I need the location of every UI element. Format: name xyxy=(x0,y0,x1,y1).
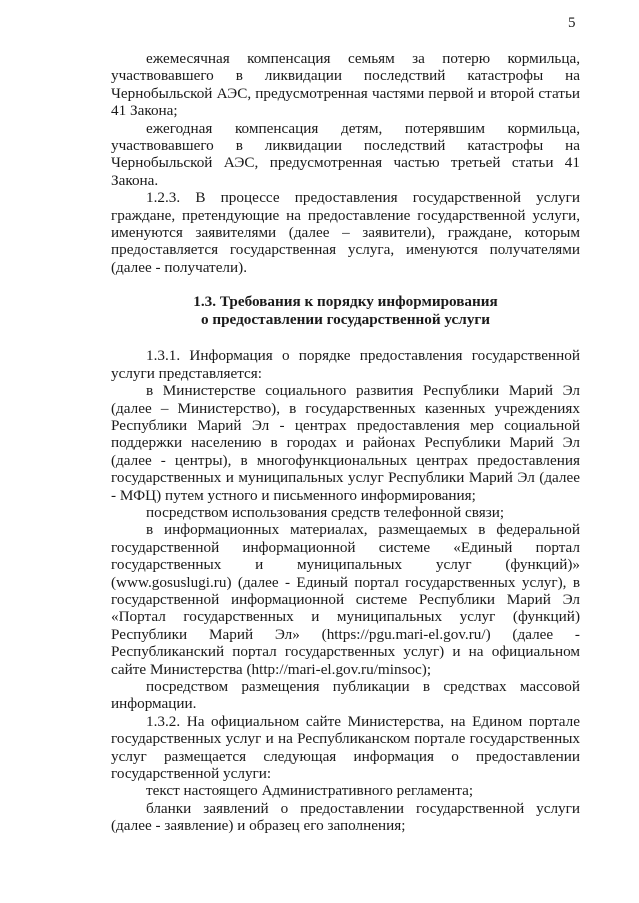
paragraph-mass-media: посредством размещения публикации в средствах массовой информации. xyxy=(111,678,580,713)
paragraph-1-3-1: 1.3.1. Информация о порядке предоставления государственной услуги представляется: xyxy=(111,347,580,382)
paragraph-annual-compensation: ежегодная компенсация детям, потерявшим кормильца, участвовавшего в ликвидации последствий катастрофы на Чернобыльской АЭС, предусмотренная частью третьей статьи 41 Закона. xyxy=(111,119,580,189)
paragraph-telephone: посредством использования средств телефонной связи; xyxy=(146,503,505,521)
section-heading xyxy=(111,293,580,329)
paragraph-info-materials: в информационных материалах, размещаемых в федеральной государственной информационной системе «Единый портал государственных и муниципальных услуг (функций)» (www.gosuslugi.ru) (далее - Единый портал государственных услуг), в государственной информационной системе Республики Марий Эл «Портал государственных и муниципальных услуг (функций) Республики Марий Эл» (https://pgu.mari-el.gov.ru/) (далее - Республиканский портал государственных услуг) и на официальном сайте Министерства (http://mari-el.gov.ru/minsoc); xyxy=(111,521,580,678)
section-heading-line1: 1.3. Требования к порядку информирования xyxy=(193,293,498,311)
page-number: 5 xyxy=(568,15,576,31)
paragraph-regulation-text: текст настоящего Административного регламента; xyxy=(146,782,474,800)
paragraph-ministry-info: в Министерстве социального развития Республики Марий Эл (далее – Министерство), в государственных казенных учреждениях Республики Марий Эл - центрах предоставления мер социальной поддержки населению в городах и районах Республики Марий Эл (далее - центры), в многофункциональных центрах предоставления государственных и муниципальных услуг Республики Марий Эл (далее - МФЦ) путем устного и письменного информирования; xyxy=(111,382,580,504)
paragraph-1-2-3: 1.2.3. В процессе предоставления государственной услуги граждане, претендующие на предоставление государственной услуги, именуются заявителями (далее – заявители), граждане, которым предоставляется государственная услуга, именуются получателями (далее - получатели). xyxy=(111,189,580,276)
paragraph-application-forms: бланки заявлений о предоставлении государственной услуги (далее - заявление) и образец его заполнения; xyxy=(111,799,580,835)
paragraph-1-3-2: 1.3.2. На официальном сайте Министерства, на Едином портале государственных услуг и на Республиканском портале государственных услуг размещается следующая информация о предоставлении государственной услуги: xyxy=(111,712,580,783)
document-body xyxy=(111,50,580,835)
paragraph-monthly-compensation: ежемесячная компенсация семьям за потерю кормильца, участвовавшего в ликвидации последствий катастрофы на Чернобыльской АЭС, предусмотренная частями первой и второй статьи 41 Закона; xyxy=(111,50,580,120)
section-heading-line2: о предоставлении государственной услуги xyxy=(200,311,491,329)
